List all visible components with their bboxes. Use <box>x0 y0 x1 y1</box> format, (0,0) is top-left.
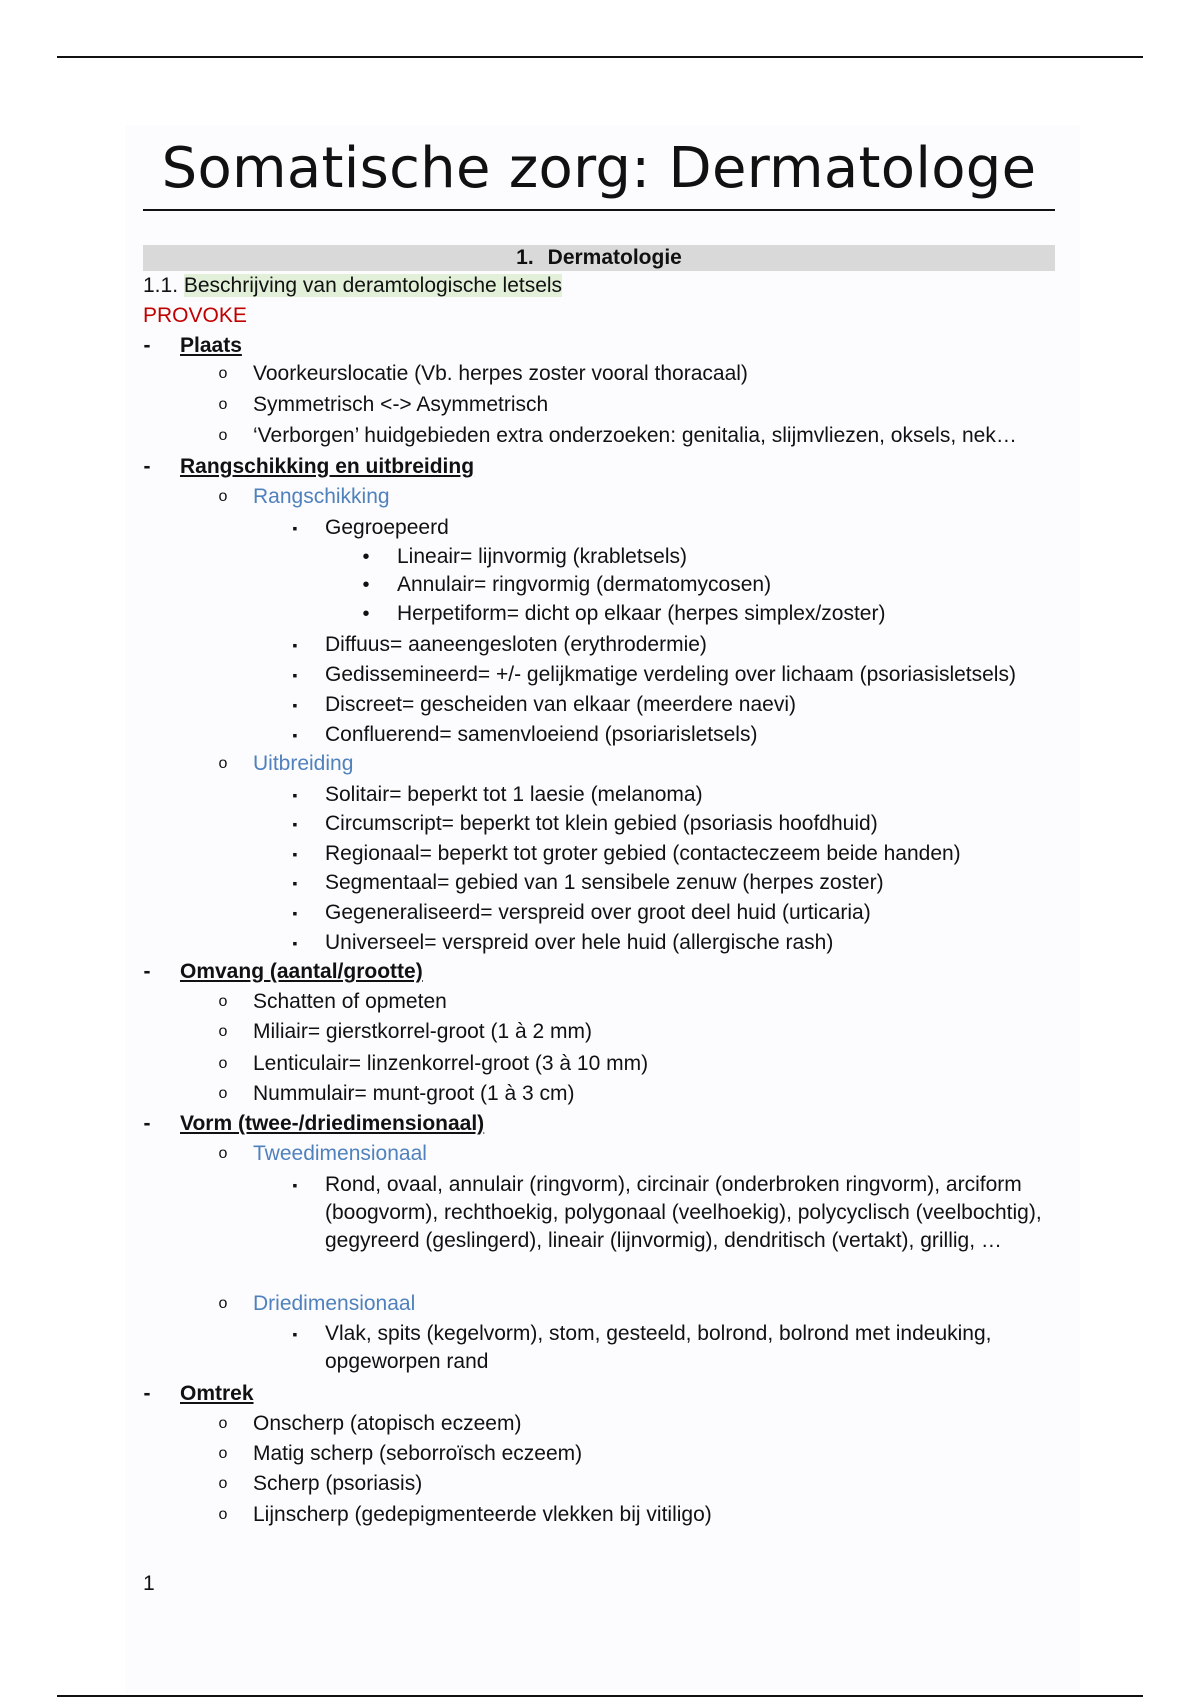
top-rule <box>57 56 1143 58</box>
uitbreiding-subheading: Uitbreiding <box>253 752 354 775</box>
list-item: Lineair= lijnvormig (krabletsels) <box>397 545 688 568</box>
chapter-number: 1. <box>516 246 534 269</box>
circle-bullet: o <box>218 1085 228 1102</box>
tweedimensionaal-subheading: Tweedimensionaal <box>253 1142 427 1165</box>
section-number: 1.1. <box>143 274 179 297</box>
list-item: Universeel= verspreid over hele huid (allergische rash) <box>325 931 834 954</box>
list-item: Lenticulair= linzenkorrel-groot (3 à 10 mm) <box>253 1052 649 1075</box>
square-bullet: ▪ <box>292 1177 298 1193</box>
dash-bullet: - <box>143 455 151 478</box>
omtrek-heading: Omtrek <box>180 1382 254 1405</box>
circle-bullet: o <box>218 488 228 505</box>
circle-bullet: o <box>218 1506 228 1523</box>
circle-bullet: o <box>218 1055 228 1072</box>
circle-bullet: o <box>218 365 228 382</box>
list-item: Schatten of opmeten <box>253 990 447 1013</box>
dot-bullet: • <box>362 546 370 568</box>
square-bullet: ▪ <box>292 875 298 891</box>
circle-bullet: o <box>218 396 228 413</box>
section-heading <box>143 272 562 300</box>
list-item: Miliair= gierstkorrel-groot (1 à 2 mm) <box>253 1020 592 1043</box>
list-item: Gegeneraliseerd= verspreid over groot deel huid (urticaria) <box>325 901 871 924</box>
list-item: Gedissemineerd= +/- gelijkmatige verdeling over lichaam (psoriasisletsels) <box>325 663 1016 686</box>
square-bullet: ▪ <box>292 1326 298 1342</box>
square-bullet: ▪ <box>292 697 298 713</box>
dash-bullet: - <box>143 334 151 357</box>
list-item: Segmentaal= gebied van 1 sensibele zenuw (herpes zoster) <box>325 871 884 894</box>
list-item: Symmetrisch <-> Asymmetrisch <box>253 393 549 416</box>
square-bullet: ▪ <box>292 520 298 536</box>
dot-bullet: • <box>362 603 370 625</box>
rangschikking-heading: Rangschikking en uitbreiding <box>180 455 475 478</box>
list-item: Solitair= beperkt tot 1 laesie (melanoma) <box>325 783 703 806</box>
list-item: Discreet= gescheiden van elkaar (meerdere naevi) <box>325 693 796 716</box>
square-bullet: ▪ <box>292 816 298 832</box>
circle-bullet: o <box>218 427 228 444</box>
section-label: Beschrijving van deramtologische letsels <box>183 274 563 297</box>
plaats-heading: Plaats <box>180 334 242 357</box>
list-item: Vlak, spits (kegelvorm), stom, gesteeld, bolrond, bolrond met indeuking, opgeworpen rand <box>325 1322 992 1373</box>
omvang-heading: Omvang (aantal/grootte) <box>180 960 423 983</box>
circle-bullet: o <box>218 1475 228 1492</box>
mnemonic: PROVOKE <box>143 304 247 327</box>
list-item: Annulair= ringvormig (dermatomycosen) <box>397 573 772 596</box>
circle-bullet: o <box>218 993 228 1010</box>
list-item: Rond, ovaal, annulair (ringvorm), circinair (onderbroken ringvorm), arciform (boogvorm), rechthoekig, polygonaal (veelhoekig), polycyclisch (veelbochtig), gegyreerd (geslingerd), lineair (lijnvormig), dendritisch (vertakt), grillig, … <box>325 1173 1042 1252</box>
page-number: 1 <box>143 1572 155 1595</box>
dash-bullet: - <box>143 960 151 983</box>
dash-bullet: - <box>143 1382 151 1405</box>
list-item: Herpetiform= dicht op elkaar (herpes simplex/zoster) <box>397 602 886 625</box>
bottom-rule <box>57 1695 1143 1697</box>
driedimensionaal-subheading: Driedimensionaal <box>253 1292 416 1315</box>
list-item: Lijnscherp (gedepigmenteerde vlekken bij vitiligo) <box>253 1503 712 1526</box>
list-item: Nummulair= munt-groot (1 à 3 cm) <box>253 1082 575 1105</box>
circle-bullet: o <box>218 1445 228 1462</box>
square-bullet: ▪ <box>292 935 298 951</box>
list-item: Gegroepeerd <box>325 516 449 539</box>
chapter-heading <box>143 245 1055 271</box>
square-bullet: ▪ <box>292 787 298 803</box>
list-item: Matig scherp (seborroïsch eczeem) <box>253 1442 583 1465</box>
list-item: Regionaal= beperkt tot groter gebied (contacteczeem beide handen) <box>325 842 961 865</box>
list-item: Onscherp (atopisch eczeem) <box>253 1412 522 1435</box>
circle-bullet: o <box>218 755 228 772</box>
list-item: Diffuus= aaneengesloten (erythrodermie) <box>325 633 707 656</box>
square-bullet: ▪ <box>292 905 298 921</box>
square-bullet: ▪ <box>292 667 298 683</box>
circle-bullet: o <box>218 1145 228 1162</box>
title-underline <box>143 209 1055 211</box>
list-item: Circumscript= beperkt tot klein gebied (psoriasis hoofdhuid) <box>325 812 878 835</box>
circle-bullet: o <box>218 1415 228 1432</box>
list-item: ‘Verborgen’ huidgebieden extra onderzoeken: genitalia, slijmvliezen, oksels, nek… <box>253 424 1017 447</box>
document-title: Somatische zorg: Dermatologe <box>161 136 1037 201</box>
rangschikking-subheading: Rangschikking <box>253 485 390 508</box>
list-item: Scherp (psoriasis) <box>253 1472 423 1495</box>
square-bullet: ▪ <box>292 727 298 743</box>
dot-bullet: • <box>362 574 370 596</box>
circle-bullet: o <box>218 1295 228 1312</box>
vorm-heading: Vorm (twee-/driedimensionaal) <box>180 1112 485 1135</box>
circle-bullet: o <box>218 1023 228 1040</box>
dash-bullet: - <box>143 1112 151 1135</box>
list-item: Voorkeurslocatie (Vb. herpes zoster vooral thoracaal) <box>253 362 748 385</box>
square-bullet: ▪ <box>292 846 298 862</box>
square-bullet: ▪ <box>292 637 298 653</box>
list-item: Confluerend= samenvloeiend (psoriarisletsels) <box>325 723 758 746</box>
chapter-label: Dermatologie <box>547 246 682 269</box>
